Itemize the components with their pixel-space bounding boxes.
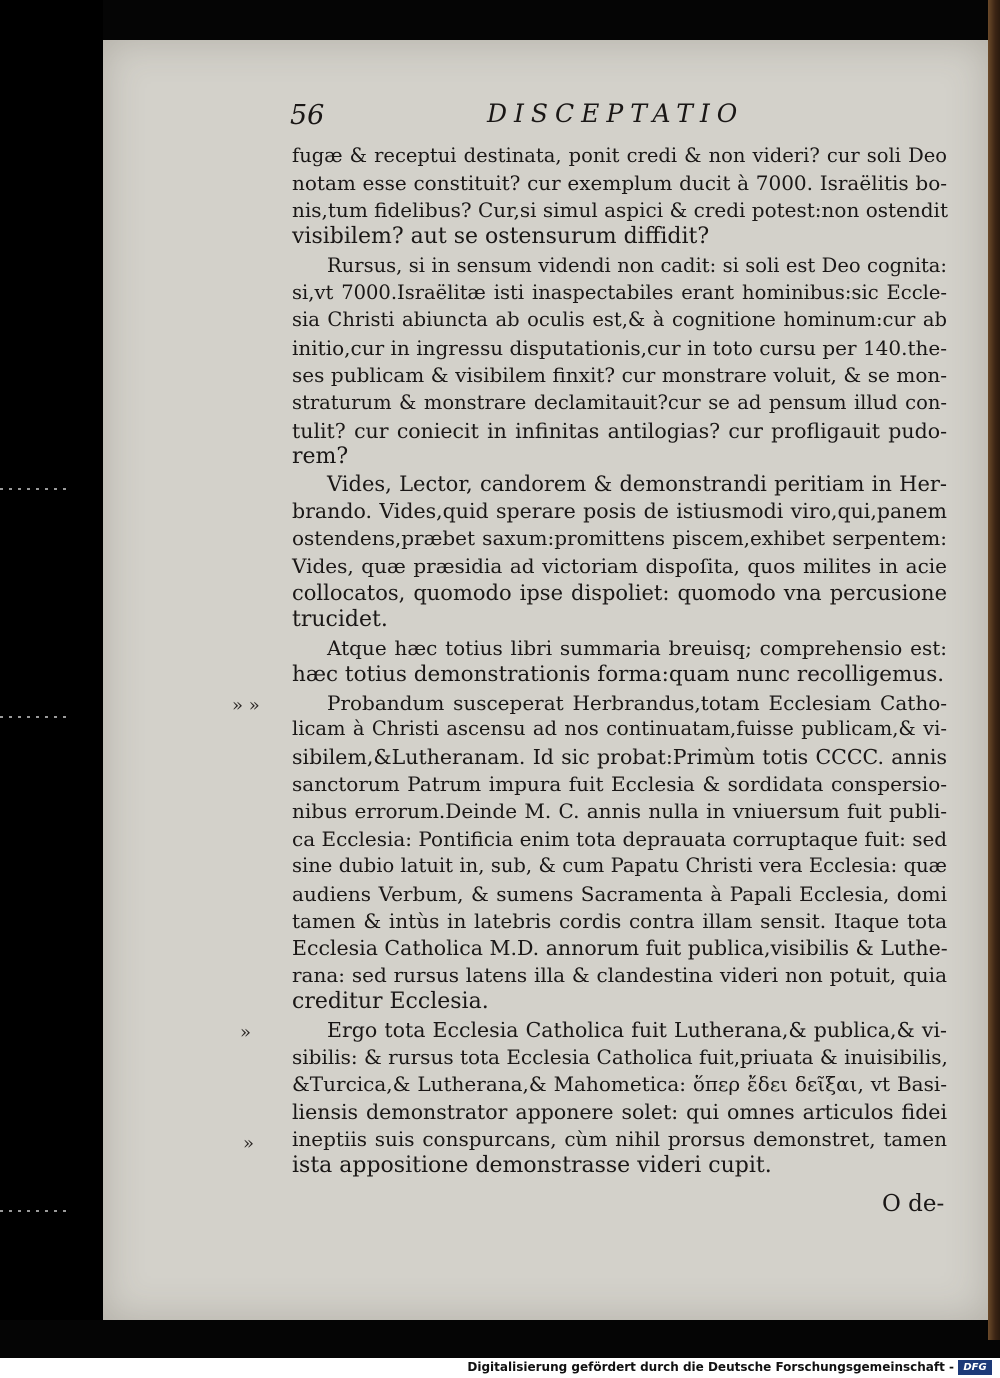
footer-bar [0, 1358, 1000, 1378]
page-number: 56 [290, 100, 325, 131]
text-line: sia Christi abiuncta ab oculis est,& à cognitione hominum:cur ab [292, 308, 947, 331]
text-line: rem? [292, 444, 349, 469]
text-line: Vides, Lector, candorem & demonstrandi peritiam in Her- [327, 472, 947, 496]
text-line: liensis demonstrator apponere solet: qui omnes articulos fidei [292, 1100, 947, 1124]
dfg-logo: DFG [958, 1360, 992, 1375]
scale-mark [0, 716, 70, 718]
text-line: hæc totius demonstrationis forma:quam nunc recolligemus. [292, 662, 945, 687]
text-line: nibus errorum.Deinde M. C. annis nulla in vniuersum fuit publi- [292, 799, 947, 823]
text-line: sanctorum Patrum impura fuit Ecclesia & sordidata conspersio- [292, 772, 947, 796]
scale-mark [0, 488, 70, 490]
scale-mark [0, 1210, 70, 1212]
funding-credit: Digitalisierung gefördert durch die Deutsche Forschungsgemeinschaft - [467, 1360, 954, 1374]
text-line: ista appositione demonstrasse videri cupit. [292, 1153, 772, 1178]
catchword: O de- [882, 1191, 945, 1217]
text-line: fugæ & receptui destinata, ponit credi & non videri? cur soli Deo [292, 144, 947, 167]
running-head: DISCEPTATIO [487, 99, 745, 128]
text-line: tulit? cur coniecit in infinitas antilogias? cur profligauit pudo- [292, 419, 947, 443]
text-line: licam à Christi ascensu ad nos continuatam,fuisse publicam,& vi- [292, 717, 947, 740]
text-line: straturum & monstrare declamitauit?cur se ad pensum illud con- [292, 391, 947, 414]
marginal-quote-mark: » [243, 1133, 255, 1154]
text-line: sibilem,&Lutheranam. Id sic probat:Primùm totis CCCC. annis [292, 745, 947, 769]
marginal-quote-mark: » » [232, 695, 260, 716]
text-line: notam esse constituit? cur exemplum ducit à 7000. Israëlitis bo- [292, 171, 947, 195]
marginal-quote-mark: » [240, 1022, 252, 1043]
text-line: creditur Ecclesia. [292, 989, 489, 1014]
text-line: Vides, quæ præsidia ad victoriam dispoſita, quos milites in acie [292, 554, 947, 578]
text-line: trucidet. [292, 607, 388, 632]
text-line: ostendens,præbet saxum:promittens piscem,exhibet serpentem: [292, 526, 947, 550]
text-line: Atque hæc totius libri summaria breuisq; comprehensio est: [327, 636, 947, 660]
text-line: si,vt 7000.Israëlitæ isti inaspectabiles erant hominibus:sic Eccle- [292, 281, 947, 304]
text-line: nis,tum fidelibus? Cur,si simul aspici & credi potest:non ostendit [292, 198, 948, 222]
text-line: initio,cur in ingressu disputationis,cur in toto cursu per 140.the- [292, 336, 947, 360]
text-line: tamen & intùs in latebris cordis contra illam sensit. Itaque tota [292, 909, 947, 933]
text-line: Ergo tota Ecclesia Catholica fuit Lutherana,& publica,& vi- [327, 1018, 947, 1042]
text-line: ineptiis suis conspurcans, cùm nihil prorsus demonstret, tamen [292, 1127, 947, 1151]
text-line: visibilem? aut se ostensurum diffidit? [292, 224, 710, 249]
text-line: Rursus, si in sensum videndi non cadit: si soli est Deo cognita: [327, 254, 947, 277]
text-line: rana: sed rursus latens illa & clandestina videri non potuit, quia [292, 963, 947, 987]
text-line: brando. Vides,quid sperare posis de istiusmodi viro,qui,panem [292, 499, 947, 523]
text-line: audiens Verbum, & sumens Sacramenta à Papali Ecclesia, domi [292, 882, 947, 906]
text-line: sine dubio latuit in, sub, & cum Papatu Christi vera Ecclesia: quæ [292, 854, 947, 877]
text-line: collocatos, quomodo ipse dispoliet: quomodo vna percusione [292, 581, 947, 605]
book-edge [988, 0, 1000, 1340]
text-line: Probandum susceperat Herbrandus,totam Ecclesiam Catho- [327, 691, 947, 715]
text-line: Ecclesia Catholica M.D. annorum fuit publica,visibilis & Luthe- [292, 936, 948, 960]
text-line: ca Ecclesia: Pontificia enim tota deprauata corruptaque fuit: sed [292, 827, 948, 851]
text-line: &Turcica,& Lutherana,& Mahometica: ὅπερ ἔδει δεῖξαι, vt Basi- [292, 1072, 947, 1096]
book-spine-shadow [0, 0, 103, 1320]
text-line: ses publicam & visibilem finxit? cur monstrare voluit, & se mon- [292, 363, 947, 387]
text-line: sibilis: & rursus tota Ecclesia Catholica fuit,priuata & inuisibilis, [292, 1045, 948, 1069]
